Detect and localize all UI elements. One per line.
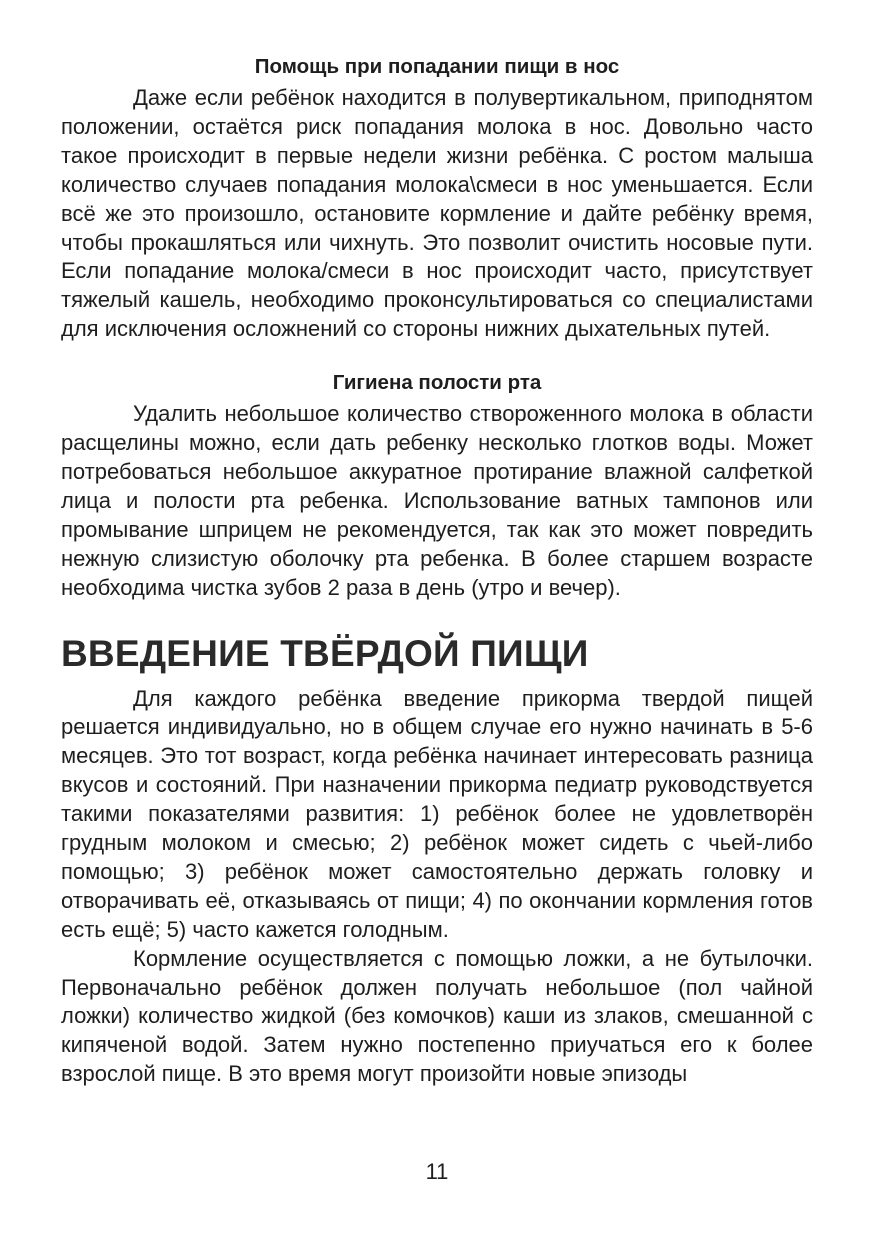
chapter-title-solid-food: ВВЕДЕНИЕ ТВЁРДОЙ ПИЩИ [61,632,589,674]
paragraph-solid-food-1: Для каждого ребёнка введение прикорма твердой пищей решается индивидуально, но в общем случае его нужно начинать в 5-6 месяцев. Это тот возраст, когда ребёнка начинает интересовать разница вкусов и состояний. При назначении прикорма педиатр руководствуется такими показателями развития: 1) ребёнок более не удовлетворён грудным молоком и смесью; 2) ребёнок может сидеть с чьей-либо помощью; 3) ребёнок может самостоятельно держать головку и отворачивать её, отказываясь от пищи; 4) по окончании кормления готов есть ещё; 5) часто кажется голодным. [61,685,813,942]
paragraph-solid-food-2: Кормление осуществляется с помощью ложки, а не бутылочки. Первоначально ребёнок должен получать небольшое (пол чайной ложки) количество жидкой (без комочков) каши из злаков, смешанной с кипяченой водой. Затем нужно постепенно приучаться его к более взрослой пище. В это время могут произойти новые эпизоды [61,945,813,1087]
section-title-oral-hygiene: Гигиена полости рта [332,371,542,395]
page-number: 11 [425,1159,449,1184]
section-title-nose: Помощь при попадании пищи в нос [254,55,620,78]
paragraph-nose: Даже если ребёнок находится в полувертикальном, приподнятом положении, остаётся риск попадания молока в нос. Довольно часто такое происходит в первые недели жизни ребёнка. С ростом малыша количество случаев попадания молока\смеси в нос уменьшается. Если всё же это произошло, остановите кормление и дайте ребёнку время, чтобы прокашляться или чихнуть. Это позволит очистить носовые пути. Если попадание молока/смеси в нос происходит часто, присутствует тяжелый кашель, необходимо проконсультироваться со специалистами для исключения осложнений со стороны нижних дыхательных путей. [61,85,813,342]
paragraph-oral-hygiene: Удалить небольшое количество створоженного молока в области расщелины можно, если дать ребенку несколько глотков воды. Может потребоваться небольшое аккуратное протирание влажной салфеткой лица и полости рта ребенка. Использование ватных тампонов или промывание шприцем не рекомендуется, так как это может повредить нежную слизистую оболочку рта ребенка. В более старшем возрасте необходима чистка зубов 2 раза в день (утро и вечер). [61,401,813,600]
document-page [61,52,813,1089]
